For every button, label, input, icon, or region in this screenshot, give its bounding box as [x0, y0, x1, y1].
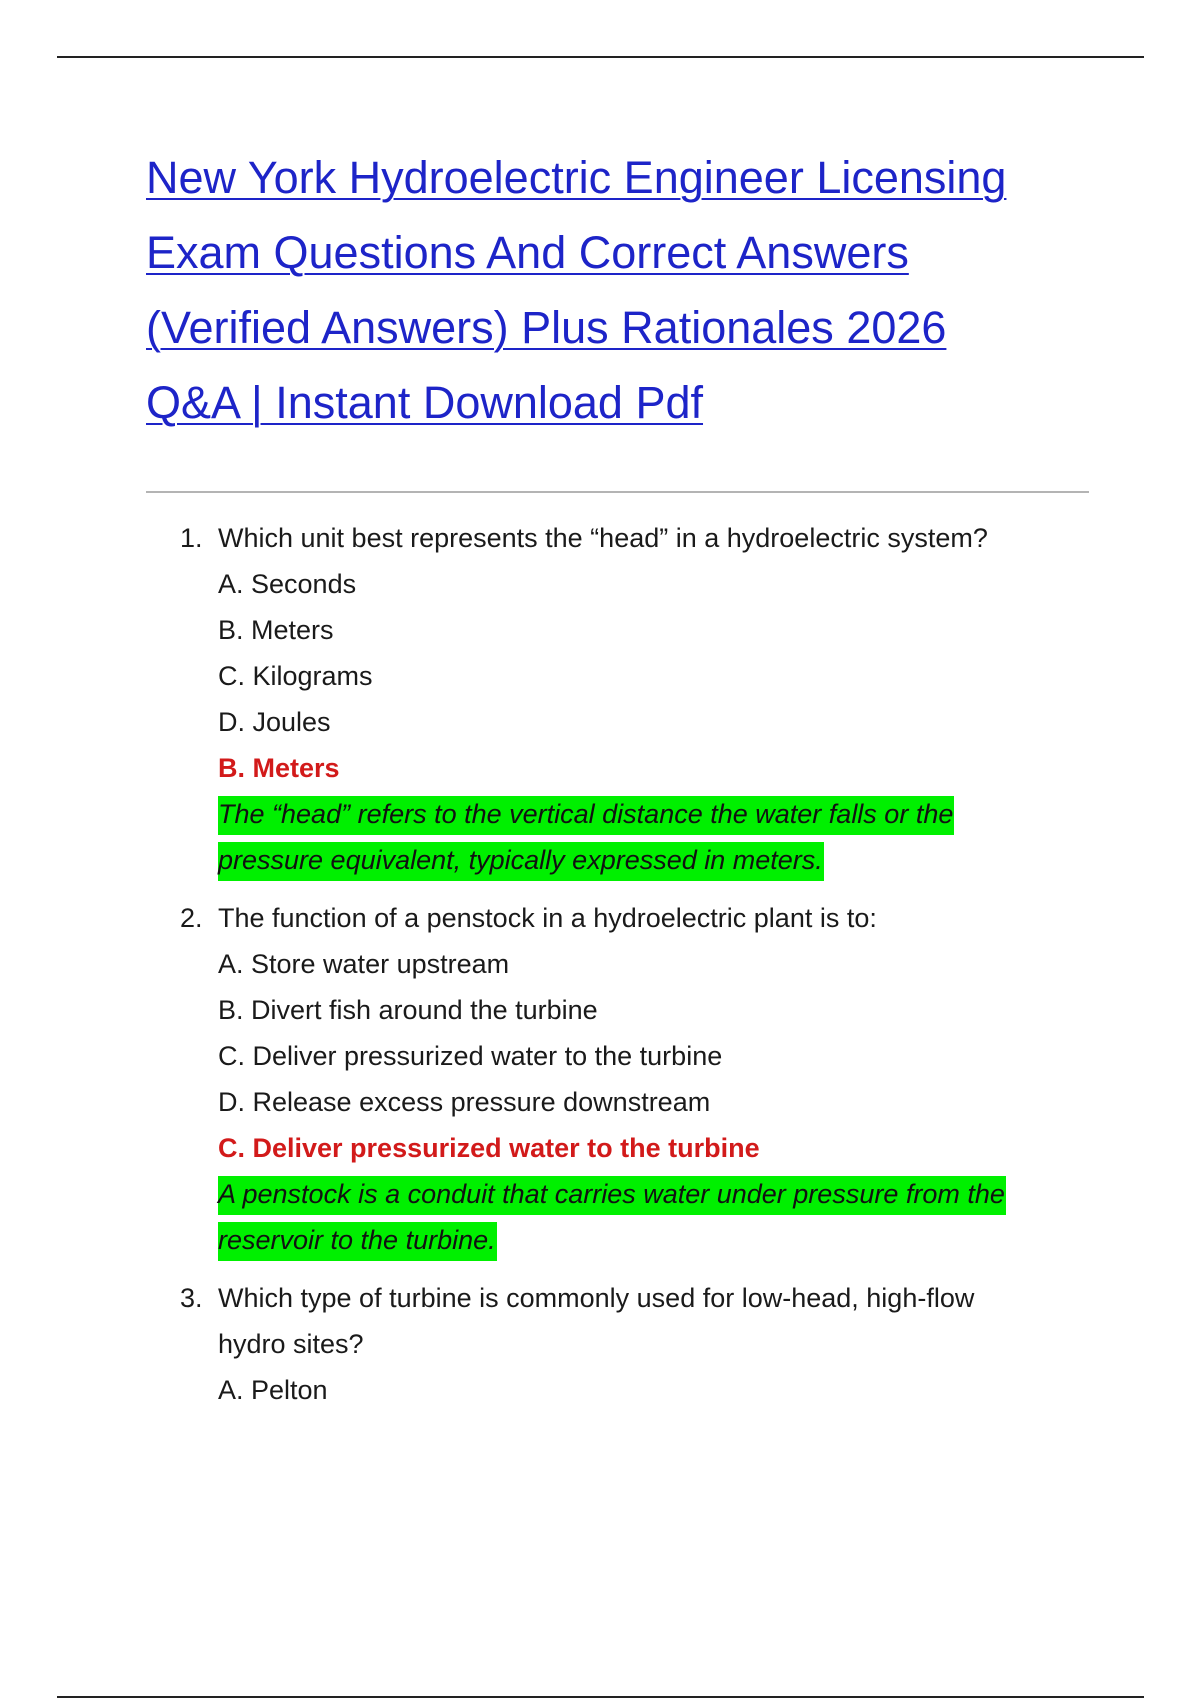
rationale-line: reservoir to the turbine.: [218, 1222, 497, 1261]
top-rule: [57, 56, 1144, 58]
question-text: The function of a penstock in a hydroelectric plant is to:: [218, 903, 877, 933]
question-item: [180, 895, 1090, 1263]
rationale-line: A penstock is a conduit that carries water under pressure from the: [218, 1176, 1006, 1215]
option-a: A. Seconds: [218, 569, 357, 599]
correct-answer: C. Deliver pressurized water to the turbine: [218, 1133, 760, 1163]
option-d: D. Release excess pressure downstream: [218, 1087, 711, 1117]
title-link-line-2[interactable]: Exam Questions And Correct Answers: [146, 227, 909, 278]
option-b: B. Divert fish around the turbine: [218, 995, 598, 1025]
title-link-line-1[interactable]: New York Hydroelectric Engineer Licensing: [146, 152, 1007, 203]
question-number: 1.: [180, 523, 203, 553]
question-list: [180, 515, 1090, 1425]
rationale-line: pressure equivalent, typically expressed in meters.: [218, 842, 824, 881]
rationale: [218, 1171, 1090, 1263]
question-item: [180, 515, 1090, 883]
correct-answer: B. Meters: [218, 753, 340, 783]
document-title[interactable]: [146, 140, 1106, 440]
question-text-line: Which type of turbine is commonly used for low-head, high-flow: [218, 1283, 975, 1313]
question-text: Which unit best represents the “head” in a hydroelectric system?: [218, 523, 988, 553]
question-number: 2.: [180, 903, 203, 933]
question-number: 3.: [180, 1283, 203, 1313]
option-c: C. Deliver pressurized water to the turbine: [218, 1041, 723, 1071]
option-d: D. Joules: [218, 707, 331, 737]
bottom-rule: [57, 1696, 1144, 1698]
option-c: C. Kilograms: [218, 661, 373, 691]
title-link-line-4[interactable]: Q&A | Instant Download Pdf: [146, 377, 704, 428]
title-link-line-3[interactable]: (Verified Answers) Plus Rationales 2026: [146, 302, 947, 353]
question-text-line: hydro sites?: [218, 1329, 364, 1359]
option-a: A. Store water upstream: [218, 949, 510, 979]
option-b: B. Meters: [218, 615, 334, 645]
question-item: [180, 1275, 1090, 1413]
rationale: [218, 791, 1090, 883]
option-a: A. Pelton: [218, 1375, 328, 1405]
title-separator: [146, 491, 1089, 493]
rationale-line: The “head” refers to the vertical distance the water falls or the: [218, 796, 954, 835]
